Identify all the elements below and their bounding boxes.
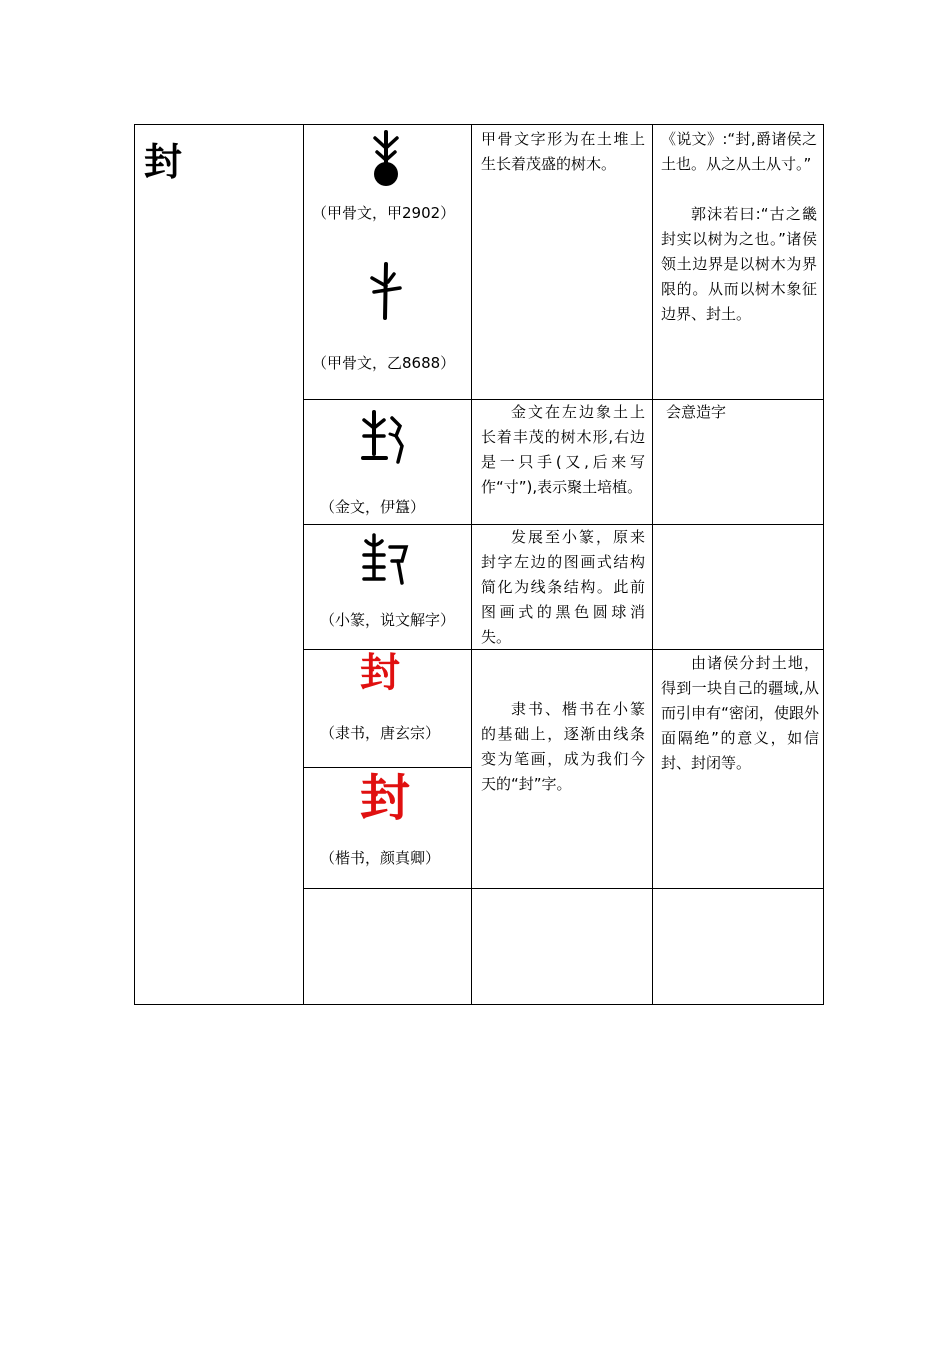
oracle-bone-glyph-jia-2902 bbox=[368, 128, 404, 188]
headword-character: 封 bbox=[144, 140, 183, 184]
small-seal-glyph bbox=[362, 531, 410, 587]
table-border-bottom bbox=[134, 1004, 824, 1005]
explanation-text: 甲骨文字形为在土堆上生长着茂盛的树木。 bbox=[481, 130, 645, 173]
table-border-top bbox=[134, 124, 824, 125]
clerical-script-glyph: 封 bbox=[360, 649, 398, 696]
notes-text: 会意造字 bbox=[666, 403, 727, 421]
table-border-left bbox=[134, 124, 135, 1005]
form-caption: （甲骨文，乙8688） bbox=[312, 354, 456, 372]
form-caption: （甲骨文，甲2902） bbox=[312, 204, 456, 222]
oracle-bone-glyph-yi-8688 bbox=[366, 262, 406, 320]
explanation-text: 发展至小篆，原来封字左边的图画式结构简化为线条结构。此前图画式的黑色圆球消失。 bbox=[481, 528, 645, 646]
bronze-inscription-glyph bbox=[360, 406, 408, 466]
form-caption: （隶书，唐玄宗） bbox=[320, 724, 441, 742]
notes-text: 《说文》:“封,爵诸侯之土也。从之从土从寸。” bbox=[661, 130, 817, 173]
regular-script-glyph: 封 bbox=[360, 768, 410, 827]
table-border-right bbox=[823, 124, 824, 1005]
notes-text: 郭沫若曰:“古之畿封实以树为之也。”诸侯领土边界是以树木为界限的。从而以树木象征边界、封土。 bbox=[661, 205, 817, 323]
column-divider bbox=[303, 124, 304, 1005]
explanation-text: 隶书、楷书在小篆的基础上，逐渐由线条变为笔画，成为我们今天的“封”字。 bbox=[481, 700, 645, 793]
column-divider bbox=[652, 124, 653, 1005]
explanation-text: 金文在左边象土上长着丰茂的树木形,右边是一只手(又,后来写作“寸”),表示聚土培植。 bbox=[481, 403, 645, 496]
form-caption: （小篆，说文解字） bbox=[320, 611, 456, 629]
form-caption: （金文，伊簋） bbox=[320, 498, 426, 516]
form-caption: （楷书，颜真卿） bbox=[320, 849, 441, 867]
row-divider bbox=[303, 888, 824, 889]
column-divider bbox=[471, 124, 472, 1005]
notes-text: 由诸侯分封土地，得到一块自己的疆域,从而引申有“密闭，使跟外面隔绝”的意义，如信封、封闭等。 bbox=[661, 654, 819, 772]
